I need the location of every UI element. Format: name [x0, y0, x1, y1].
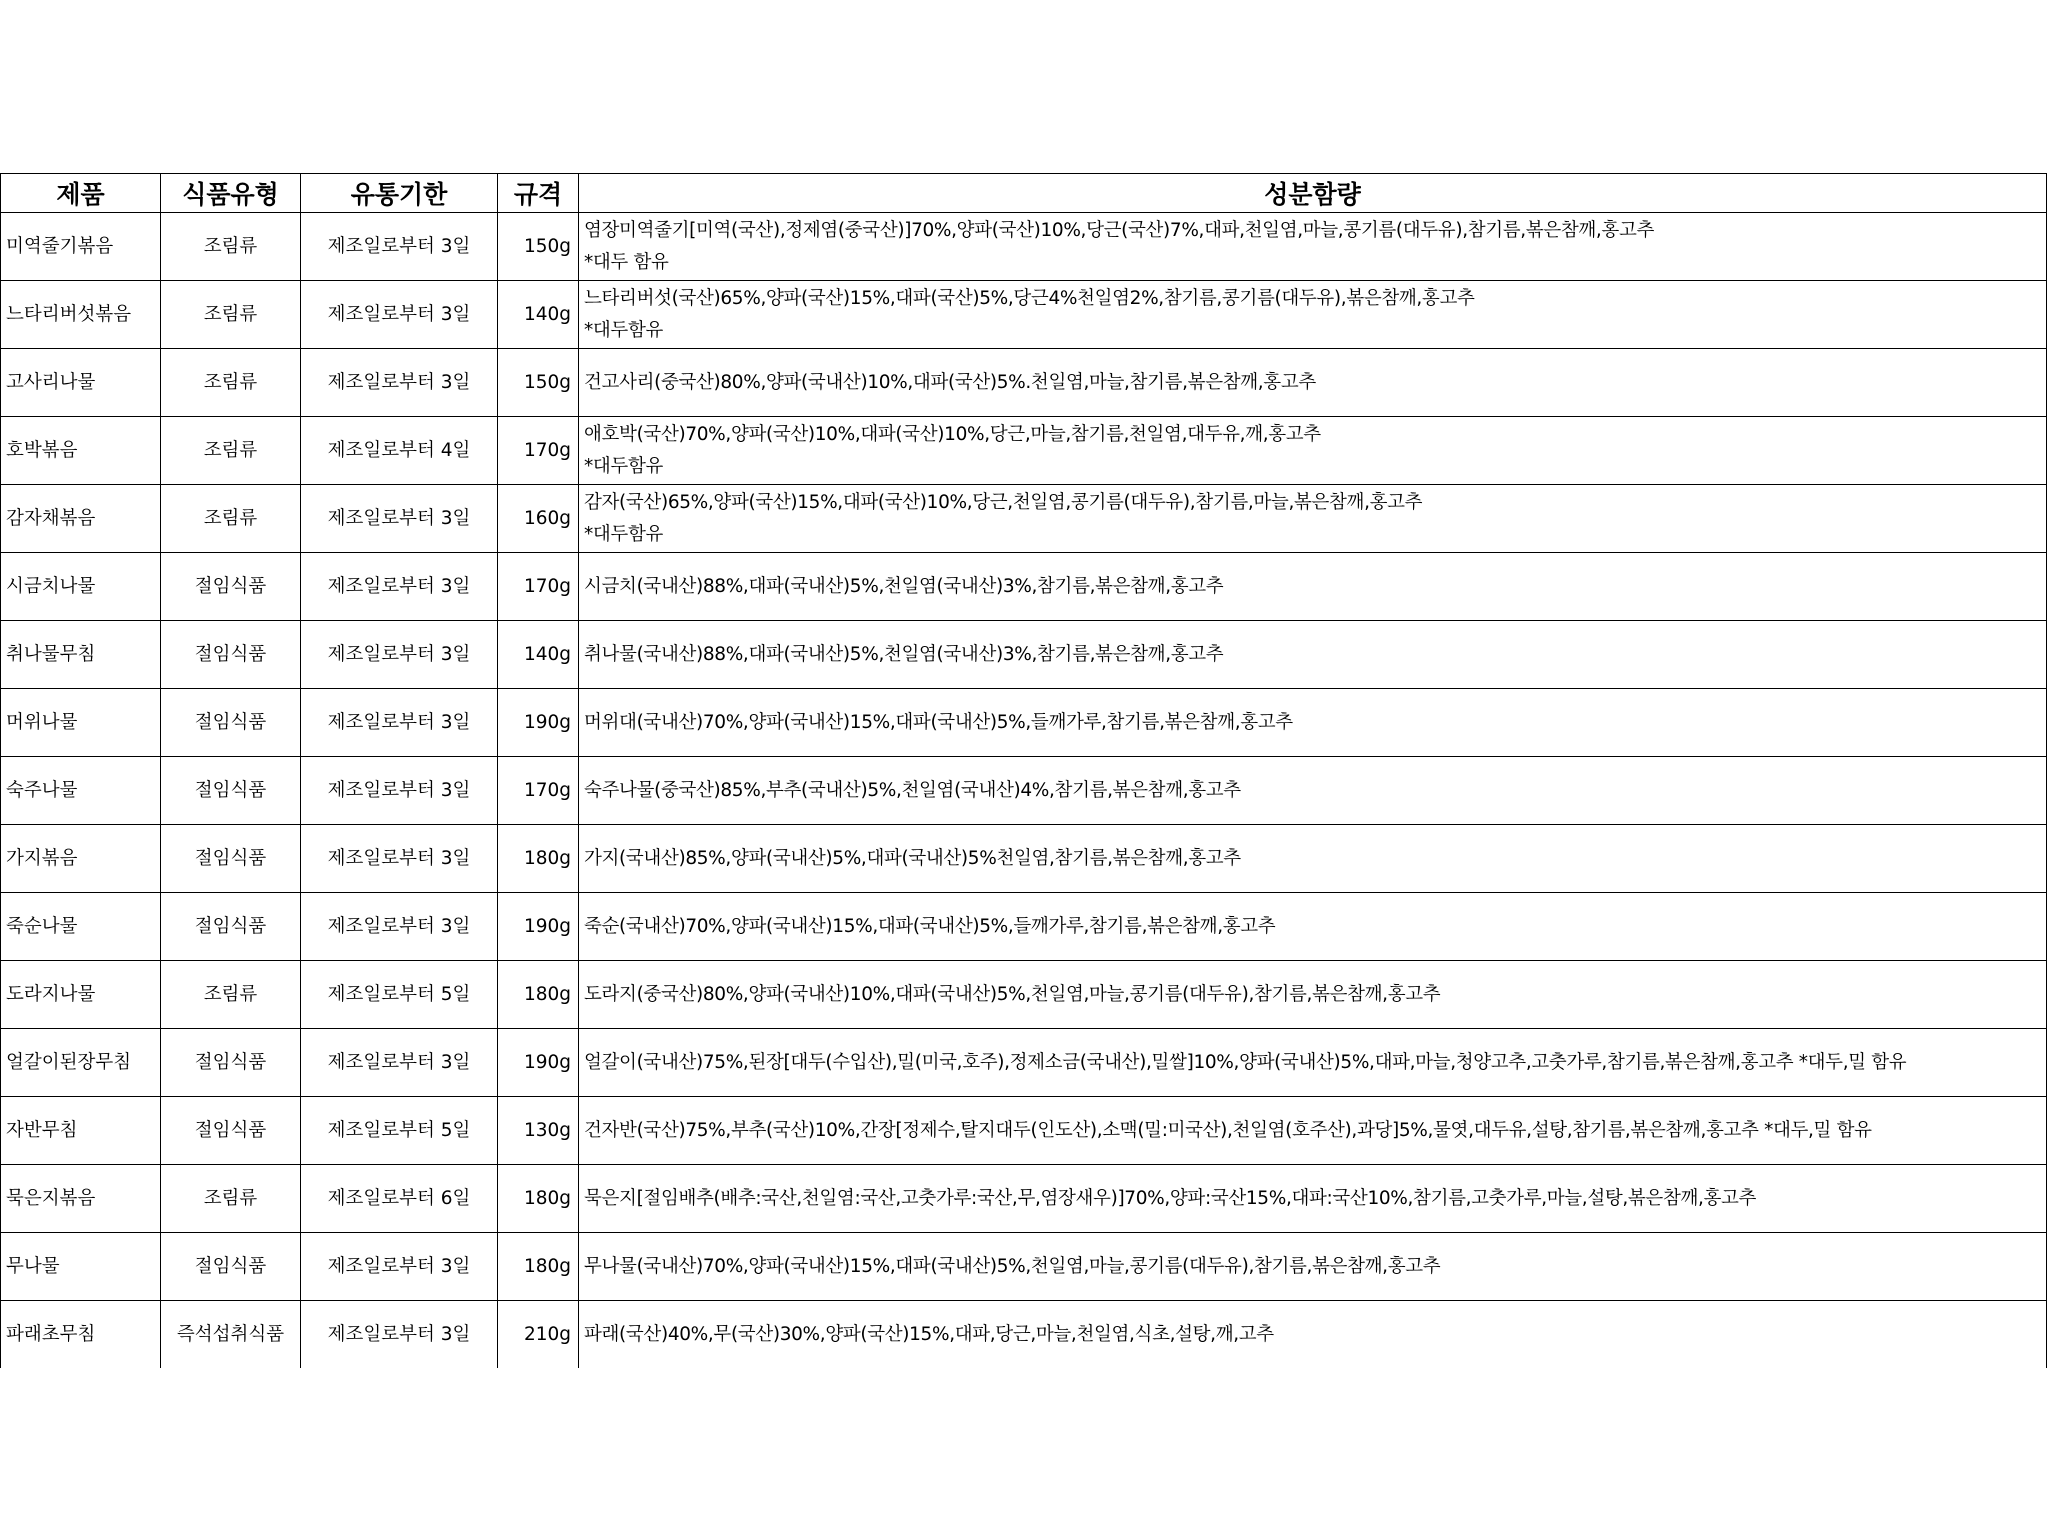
ingredients-cell	[579, 349, 2047, 417]
header-ingredients: 성분함량	[579, 174, 2047, 213]
table-row	[1, 893, 2047, 961]
size-cell: 150g	[498, 213, 579, 281]
expiry-cell: 제조일로부터 3일	[301, 485, 498, 553]
size-cell: 180g	[498, 1165, 579, 1233]
header-food-type: 식품유형	[161, 174, 301, 213]
expiry-cell: 제조일로부터 3일	[301, 825, 498, 893]
table-row	[1, 621, 2047, 689]
food-type-cell: 절임식품	[161, 1029, 301, 1097]
table-row	[1, 1097, 2047, 1165]
table-row	[1, 1029, 2047, 1097]
ingredients-cell	[579, 893, 2047, 961]
expiry-cell: 제조일로부터 3일	[301, 1233, 498, 1301]
size-cell: 160g	[498, 485, 579, 553]
ingredients-text: 건자반(국산)75%,부추(국산)10%,간장[정제수,탈지대두(인도산),소맥(밀:미국산),천일염(호주산),과당]5%,물엿,대두유,설탕,참기름,볶은참깨,홍고추 *대두,밀 함유	[584, 1119, 1872, 1141]
size-cell: 170g	[498, 553, 579, 621]
table-row	[1, 757, 2047, 825]
ingredients-cell	[579, 621, 2047, 689]
product-cell: 가지볶음	[1, 825, 161, 893]
ingredients-text: 가지(국내산)85%,양파(국내산)5%,대파(국내산)5%천일염,참기름,볶은참깨,홍고추	[584, 847, 1241, 869]
expiry-cell: 제조일로부터 3일	[301, 553, 498, 621]
table-row	[1, 689, 2047, 757]
expiry-cell: 제조일로부터 3일	[301, 281, 498, 349]
ingredients-text: 도라지(중국산)80%,양파(국내산)10%,대파(국내산)5%,천일염,마늘,콩기름(대두유),참기름,볶은참깨,홍고추	[584, 983, 1441, 1005]
expiry-cell: 제조일로부터 3일	[301, 757, 498, 825]
product-cell: 파래초무침	[1, 1301, 161, 1369]
size-cell: 140g	[498, 281, 579, 349]
expiry-cell: 제조일로부터 3일	[301, 621, 498, 689]
food-type-cell: 절임식품	[161, 893, 301, 961]
expiry-cell: 제조일로부터 3일	[301, 893, 498, 961]
food-type-cell: 절임식품	[161, 757, 301, 825]
expiry-cell: 제조일로부터 3일	[301, 1029, 498, 1097]
food-type-cell: 절임식품	[161, 553, 301, 621]
ingredients-text: 죽순(국내산)70%,양파(국내산)15%,대파(국내산)5%,들깨가루,참기름,볶은참깨,홍고추	[584, 915, 1276, 937]
ingredients-cell	[579, 1097, 2047, 1165]
ingredients-text: 애호박(국산)70%,양파(국산)10%,대파(국산)10%,당근,마늘,참기름,천일염,대두유,깨,홍고추	[584, 423, 1321, 445]
food-type-cell: 절임식품	[161, 825, 301, 893]
ingredients-cell	[579, 1029, 2047, 1097]
ingredients-text: 느타리버섯(국산)65%,양파(국산)15%,대파(국산)5%,당근4%천일염2%,참기름,콩기름(대두유),볶은참깨,홍고추	[584, 287, 1475, 309]
food-type-cell: 조림류	[161, 281, 301, 349]
ingredients-cell	[579, 689, 2047, 757]
header-expiry: 유통기한	[301, 174, 498, 213]
ingredients-cell	[579, 213, 2047, 281]
ingredients-cell	[579, 1301, 2047, 1369]
product-cell: 얼갈이된장무침	[1, 1029, 161, 1097]
allergen-note: *대두 함유	[584, 251, 669, 273]
allergen-note: *대두함유	[584, 319, 663, 341]
ingredients-cell	[579, 1165, 2047, 1233]
ingredients-text: 시금치(국내산)88%,대파(국내산)5%,천일염(국내산)3%,참기름,볶은참깨,홍고추	[584, 575, 1224, 597]
food-type-cell: 절임식품	[161, 1233, 301, 1301]
allergen-note: *대두함유	[584, 523, 663, 545]
product-ingredients-table	[0, 173, 2047, 1368]
table-row	[1, 349, 2047, 417]
ingredients-text: 취나물(국내산)88%,대파(국내산)5%,천일염(국내산)3%,참기름,볶은참깨,홍고추	[584, 643, 1224, 665]
size-cell: 170g	[498, 757, 579, 825]
product-cell: 시금치나물	[1, 553, 161, 621]
ingredients-cell	[579, 281, 2047, 349]
product-cell: 취나물무침	[1, 621, 161, 689]
ingredients-text: 숙주나물(중국산)85%,부추(국내산)5%,천일염(국내산)4%,참기름,볶은참깨,홍고추	[584, 779, 1241, 801]
table-row	[1, 213, 2047, 281]
size-cell: 170g	[498, 417, 579, 485]
ingredients-text: 묵은지[절임배추(배추:국산,천일염:국산,고춧가루:국산,무,염장새우)]70%,양파:국산15%,대파:국산10%,참기름,고춧가루,마늘,설탕,볶은참깨,홍고추	[584, 1187, 1757, 1209]
ingredients-text: 염장미역줄기[미역(국산),정제염(중국산)]70%,양파(국산)10%,당근(국산)7%,대파,천일염,마늘,콩기름(대두유),참기름,볶은참깨,홍고추	[584, 219, 1654, 241]
expiry-cell: 제조일로부터 5일	[301, 1097, 498, 1165]
allergen-note: *대두함유	[584, 455, 663, 477]
size-cell: 190g	[498, 1029, 579, 1097]
header-size: 규격	[498, 174, 579, 213]
ingredients-cell	[579, 417, 2047, 485]
product-cell: 묵은지볶음	[1, 1165, 161, 1233]
expiry-cell: 제조일로부터 6일	[301, 1165, 498, 1233]
size-cell: 190g	[498, 893, 579, 961]
product-cell: 고사리나물	[1, 349, 161, 417]
ingredients-text: 감자(국산)65%,양파(국산)15%,대파(국산)10%,당근,천일염,콩기름(대두유),참기름,마늘,볶은참깨,홍고추	[584, 491, 1423, 513]
size-cell: 130g	[498, 1097, 579, 1165]
header-product: 제품	[1, 174, 161, 213]
table-row	[1, 1233, 2047, 1301]
food-type-cell: 즉석섭취식품	[161, 1301, 301, 1369]
ingredients-cell	[579, 485, 2047, 553]
ingredients-cell	[579, 825, 2047, 893]
food-type-cell: 조림류	[161, 349, 301, 417]
ingredients-cell	[579, 757, 2047, 825]
food-type-cell: 절임식품	[161, 621, 301, 689]
size-cell: 210g	[498, 1301, 579, 1369]
ingredients-cell	[579, 553, 2047, 621]
expiry-cell: 제조일로부터 4일	[301, 417, 498, 485]
table-row	[1, 961, 2047, 1029]
expiry-cell: 제조일로부터 3일	[301, 1301, 498, 1369]
product-cell: 느타리버섯볶음	[1, 281, 161, 349]
food-type-cell: 절임식품	[161, 1097, 301, 1165]
product-cell: 감자채볶음	[1, 485, 161, 553]
product-cell: 무나물	[1, 1233, 161, 1301]
product-cell: 호박볶음	[1, 417, 161, 485]
table-body	[1, 213, 2047, 1369]
product-cell: 숙주나물	[1, 757, 161, 825]
table-row	[1, 553, 2047, 621]
table-row	[1, 281, 2047, 349]
product-cell: 죽순나물	[1, 893, 161, 961]
product-cell: 도라지나물	[1, 961, 161, 1029]
table-row	[1, 1301, 2047, 1369]
table-row	[1, 825, 2047, 893]
table-row	[1, 485, 2047, 553]
size-cell: 150g	[498, 349, 579, 417]
food-type-cell: 조림류	[161, 1165, 301, 1233]
ingredients-cell	[579, 961, 2047, 1029]
expiry-cell: 제조일로부터 3일	[301, 349, 498, 417]
expiry-cell: 제조일로부터 3일	[301, 213, 498, 281]
header-row	[1, 174, 2047, 213]
size-cell: 180g	[498, 825, 579, 893]
product-cell: 머위나물	[1, 689, 161, 757]
table-row	[1, 1165, 2047, 1233]
ingredients-text: 머위대(국내산)70%,양파(국내산)15%,대파(국내산)5%,들깨가루,참기름,볶은참깨,홍고추	[584, 711, 1293, 733]
size-cell: 180g	[498, 961, 579, 1029]
expiry-cell: 제조일로부터 5일	[301, 961, 498, 1029]
food-type-cell: 절임식품	[161, 689, 301, 757]
ingredients-text: 파래(국산)40%,무(국산)30%,양파(국산)15%,대파,당근,마늘,천일염,식초,설탕,깨,고추	[584, 1323, 1274, 1345]
ingredients-cell	[579, 1233, 2047, 1301]
food-type-cell: 조림류	[161, 213, 301, 281]
size-cell: 180g	[498, 1233, 579, 1301]
product-cell: 자반무침	[1, 1097, 161, 1165]
food-type-cell: 조림류	[161, 485, 301, 553]
ingredients-text: 무나물(국내산)70%,양파(국내산)15%,대파(국내산)5%,천일염,마늘,콩기름(대두유),참기름,볶은참깨,홍고추	[584, 1255, 1441, 1277]
size-cell: 140g	[498, 621, 579, 689]
size-cell: 190g	[498, 689, 579, 757]
food-type-cell: 조림류	[161, 961, 301, 1029]
table-row	[1, 417, 2047, 485]
food-type-cell: 조림류	[161, 417, 301, 485]
ingredients-text: 얼갈이(국내산)75%,된장[대두(수입산),밀(미국,호주),정제소금(국내산),밀쌀]10%,양파(국내산)5%,대파,마늘,청양고추,고춧가루,참기름,볶은참깨,홍고추 *대두,밀 함유	[584, 1051, 1907, 1073]
table-header	[1, 174, 2047, 213]
expiry-cell: 제조일로부터 3일	[301, 689, 498, 757]
ingredients-text: 건고사리(중국산)80%,양파(국내산)10%,대파(국산)5%.천일염,마늘,참기름,볶은참깨,홍고추	[584, 371, 1316, 393]
product-cell: 미역줄기볶음	[1, 213, 161, 281]
